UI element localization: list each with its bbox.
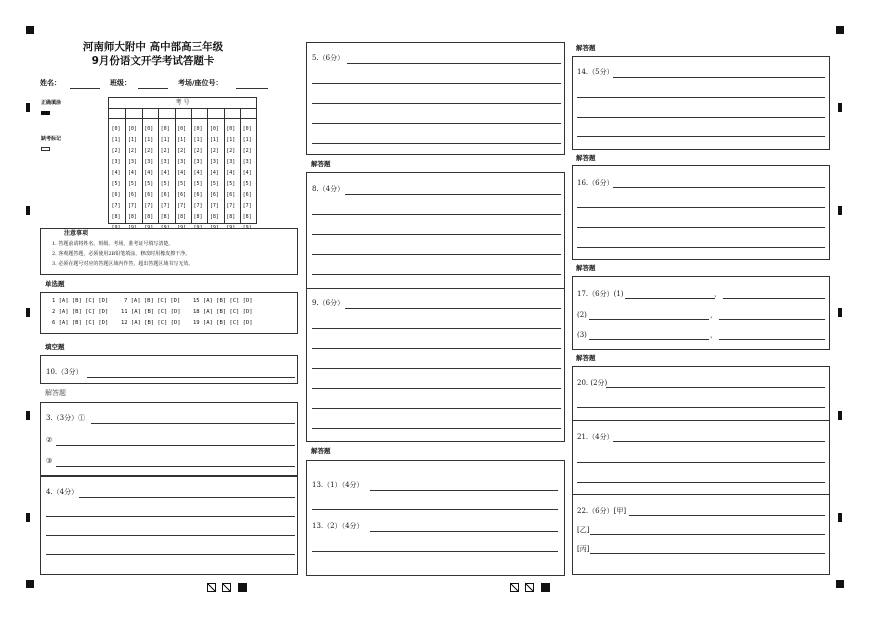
- exam-id-digit-column: [225, 124, 237, 234]
- exam-id-bubble[interactable]: [0]: [242, 126, 252, 132]
- q3-circle-3: ③: [46, 457, 53, 465]
- q20-label: 20. (2分): [577, 379, 608, 387]
- q8-q9-box: [306, 172, 565, 442]
- exam-id-bubble[interactable]: [2]: [127, 148, 137, 154]
- exam-id-bubble[interactable]: [6]: [193, 192, 203, 198]
- exam-id-bubble[interactable]: [2]: [144, 148, 154, 154]
- exam-id-bubble[interactable]: [0]: [144, 126, 154, 132]
- exam-id-digit-column: [159, 124, 171, 234]
- exam-id-bubble[interactable]: [2]: [111, 148, 121, 154]
- exam-id-bubble[interactable]: [3]: [111, 159, 121, 165]
- absent-mark-label: 缺考标记: [41, 136, 62, 142]
- exam-id-bubble[interactable]: [8]: [111, 214, 121, 220]
- exam-id-bubble[interactable]: [2]: [160, 148, 170, 154]
- page-marker-filled: [541, 583, 550, 592]
- q17-answer-line-2b[interactable]: [719, 319, 825, 320]
- q3-answer-line-1[interactable]: [91, 423, 295, 424]
- q22-answer-line-c[interactable]: [590, 553, 825, 554]
- exam-id-digit-column: [126, 124, 138, 234]
- q17-answer-line-2a[interactable]: [589, 319, 709, 320]
- exam-id-bubble[interactable]: [3]: [127, 159, 137, 165]
- section-label: 解答题: [576, 264, 596, 272]
- exam-id-digit-column: [176, 124, 188, 234]
- q17-answer-line-3b[interactable]: [719, 339, 825, 340]
- exam-id-bubble[interactable]: [8]: [144, 214, 154, 220]
- choice-group[interactable]: 12 [A] [B] [C] [D]: [121, 320, 181, 326]
- q14-label: 14.（5分）: [577, 68, 614, 76]
- q3-circle-2: ②: [46, 436, 53, 444]
- edge-mark: [838, 308, 842, 317]
- exam-id-bubble[interactable]: [6]: [242, 192, 252, 198]
- q21-answer-line-3[interactable]: [577, 482, 825, 483]
- q17-part2-label: (2): [577, 311, 587, 319]
- exam-id-bubble[interactable]: [1]: [209, 137, 219, 143]
- exam-id-write-row[interactable]: [109, 108, 256, 119]
- q5-answer-line-3[interactable]: [312, 103, 561, 104]
- exam-id-bubble[interactable]: [3]: [226, 159, 236, 165]
- exam-id-bubble[interactable]: [8]: [177, 214, 187, 220]
- exam-id-bubble[interactable]: [5]: [242, 181, 252, 187]
- exam-id-bubble[interactable]: [1]: [242, 137, 252, 143]
- choice-group[interactable]: 19 [A] [B] [C] [D]: [193, 320, 253, 326]
- correct-fill-label: 正确填涂: [41, 100, 62, 106]
- notice-title: 注意事项: [64, 230, 89, 237]
- exam-id-bubble[interactable]: [1]: [160, 137, 170, 143]
- notice-box: [40, 228, 298, 275]
- q17-comma: ，: [710, 311, 717, 319]
- divider: [573, 420, 829, 421]
- q16-answer-line-3[interactable]: [577, 227, 825, 228]
- exam-id-bubble[interactable]: [2]: [209, 148, 219, 154]
- q8-answer-line-5[interactable]: [312, 274, 561, 275]
- exam-id-bubble[interactable]: [4]: [160, 170, 170, 176]
- exam-id-bubble[interactable]: [0]: [111, 126, 121, 132]
- exam-id-bubble[interactable]: [6]: [209, 192, 219, 198]
- exam-id-bubble[interactable]: [2]: [177, 148, 187, 154]
- q17-comma: ，: [714, 290, 721, 298]
- divider: [307, 288, 564, 289]
- edge-mark: [26, 206, 30, 215]
- exam-id-bubble[interactable]: [4]: [209, 170, 219, 176]
- q22-answer-line-a[interactable]: [629, 515, 825, 516]
- page-marker-hatched: [207, 583, 216, 592]
- exam-id-digit-column: [143, 124, 155, 234]
- exam-id-bubble[interactable]: [6]: [127, 192, 137, 198]
- exam-id-bubble[interactable]: [7]: [242, 203, 252, 209]
- room-seat-field[interactable]: [236, 88, 268, 89]
- q9-answer-line-5[interactable]: [312, 388, 561, 389]
- room-seat-label: 考场/座位号：: [178, 79, 223, 87]
- q17-label: 17.（6分）(1): [577, 290, 624, 298]
- exam-id-digit-column: [192, 124, 204, 234]
- q9-answer-line-6[interactable]: [312, 408, 561, 409]
- q5-answer-line-4[interactable]: [312, 123, 561, 124]
- exam-id-bubble[interactable]: [6]: [226, 192, 236, 198]
- exam-id-bubble[interactable]: [1]: [226, 137, 236, 143]
- q14-answer-line-2[interactable]: [577, 97, 825, 98]
- edge-mark: [26, 103, 30, 112]
- exam-id-bubble[interactable]: [5]: [226, 181, 236, 187]
- exam-id-bubble[interactable]: [0]: [226, 126, 236, 132]
- edge-mark: [26, 308, 30, 317]
- q17-part3-label: (3): [577, 331, 587, 339]
- page-marker-hatched: [525, 583, 534, 592]
- exam-id-bubble[interactable]: [0]: [193, 126, 203, 132]
- fill-blank-label: 填空题: [45, 343, 65, 351]
- exam-id-bubble[interactable]: [7]: [193, 203, 203, 209]
- choice-group[interactable]: 7 [A] [B] [C] [D]: [124, 298, 181, 304]
- exam-id-bubble[interactable]: [1]: [144, 137, 154, 143]
- class-label: 班级：: [110, 79, 131, 87]
- q16-label: 16.（6分）: [577, 179, 614, 187]
- q5-label: 5.（6分）: [312, 54, 345, 62]
- exam-id-bubble[interactable]: [1]: [127, 137, 137, 143]
- q9-answer-line-4[interactable]: [312, 368, 561, 369]
- single-choice-box: [40, 292, 298, 334]
- class-field[interactable]: [138, 88, 168, 89]
- exam-id-bubble[interactable]: [7]: [144, 203, 154, 209]
- q9-label: 9.（6分）: [312, 299, 345, 307]
- q8-answer-line-2[interactable]: [312, 214, 561, 215]
- edge-mark: [838, 206, 842, 215]
- choice-group[interactable]: 1 [A] [B] [C] [D]: [52, 298, 109, 304]
- q17-answer-line-1a[interactable]: [625, 298, 715, 299]
- exam-id-digit-column: [208, 124, 220, 234]
- page-marker-filled: [238, 583, 247, 592]
- exam-id-bubble[interactable]: [5]: [177, 181, 187, 187]
- exam-id-bubble[interactable]: [0]: [160, 126, 170, 132]
- name-label: 姓名：: [40, 79, 61, 87]
- q13-2-label: 13.（2）（4分）: [312, 522, 364, 530]
- q16-box: [572, 165, 830, 260]
- exam-id-bubble[interactable]: [1]: [111, 137, 121, 143]
- exam-id-bubble[interactable]: [5]: [144, 181, 154, 187]
- exam-id-bubble[interactable]: [3]: [209, 159, 219, 165]
- exam-id-bubble[interactable]: [4]: [242, 170, 252, 176]
- q22-part-c-label: [丙]: [577, 545, 590, 553]
- q4-answer-line-1[interactable]: [79, 497, 295, 498]
- q21-answer-line-2[interactable]: [577, 462, 825, 463]
- section-label: 解答题: [311, 447, 331, 455]
- q13-2-answer-line-1[interactable]: [370, 531, 558, 532]
- q17-answer-line-3a[interactable]: [589, 339, 709, 340]
- exam-id-bubble[interactable]: [6]: [177, 192, 187, 198]
- exam-id-bubble[interactable]: [3]: [177, 159, 187, 165]
- exam-id-bubble[interactable]: [7]: [127, 203, 137, 209]
- exam-id-bubble[interactable]: [1]: [177, 137, 187, 143]
- q3-box: [40, 402, 298, 476]
- q9-answer-line-2[interactable]: [312, 328, 561, 329]
- edge-mark: [26, 411, 30, 420]
- edge-mark: [838, 513, 842, 522]
- q4-label: 4.（4分）: [46, 488, 79, 496]
- exam-id-digit-column: [110, 124, 122, 234]
- exam-id-bubble[interactable]: [4]: [111, 170, 121, 176]
- exam-id-bubble[interactable]: [0]: [127, 126, 137, 132]
- name-field[interactable]: [70, 88, 100, 89]
- q22-answer-line-b[interactable]: [590, 534, 825, 535]
- q14-answer-line-3[interactable]: [577, 117, 825, 118]
- exam-id-bubble[interactable]: [8]: [209, 214, 219, 220]
- exam-id-bubble[interactable]: [5]: [127, 181, 137, 187]
- exam-id-bubble[interactable]: [5]: [111, 181, 121, 187]
- corner-mark-top-right: [836, 26, 844, 34]
- exam-title-line2: 9月份语文开学考试答题卡: [91, 55, 215, 67]
- q13-1-label: 13.（1）（4分）: [312, 481, 364, 489]
- q9-answer-line-3[interactable]: [312, 348, 561, 349]
- q21-answer-line-1[interactable]: [613, 441, 825, 442]
- exam-id-bubble[interactable]: [1]: [193, 137, 203, 143]
- exam-id-bubble[interactable]: [3]: [242, 159, 252, 165]
- q5-answer-line-1[interactable]: [347, 63, 561, 64]
- q10-box: [40, 355, 298, 384]
- q17-comma: ，: [710, 331, 717, 339]
- absent-mark-checkbox[interactable]: [41, 147, 50, 151]
- q13-1-answer-line-1[interactable]: [370, 490, 558, 491]
- q14-answer-line-4[interactable]: [577, 136, 825, 137]
- choice-group[interactable]: 6 [A] [B] [C] [D]: [52, 320, 109, 326]
- section-label: 解答题: [576, 154, 596, 162]
- section-label: 解答题: [576, 44, 596, 52]
- exam-id-bubble[interactable]: [6]: [111, 192, 121, 198]
- exam-id-bubble[interactable]: [3]: [160, 159, 170, 165]
- q9-answer-line-7[interactable]: [312, 428, 561, 429]
- q5-answer-line-2[interactable]: [312, 83, 561, 84]
- choice-group[interactable]: 11 [A] [B] [C] [D]: [121, 309, 181, 315]
- section-label: 解答题: [576, 354, 596, 362]
- q17-answer-line-1b[interactable]: [723, 298, 825, 299]
- q16-answer-line-1[interactable]: [613, 187, 825, 188]
- q16-answer-line-2[interactable]: [577, 207, 825, 208]
- exam-id-bubble[interactable]: [4]: [193, 170, 203, 176]
- edge-mark: [838, 103, 842, 112]
- exam-id-bubble[interactable]: [8]: [226, 214, 236, 220]
- q16-answer-line-4[interactable]: [577, 247, 825, 248]
- exam-id-bubble[interactable]: [7]: [209, 203, 219, 209]
- exam-id-bubble[interactable]: [4]: [177, 170, 187, 176]
- exam-id-bubble[interactable]: [3]: [193, 159, 203, 165]
- choice-group[interactable]: 18 [A] [B] [C] [D]: [193, 309, 253, 315]
- exam-id-bubble[interactable]: [0]: [209, 126, 219, 132]
- exam-id-bubble[interactable]: [7]: [160, 203, 170, 209]
- page-marker-hatched: [510, 583, 519, 592]
- q8-answer-line-4[interactable]: [312, 254, 561, 255]
- left-answer-label: 解答题: [45, 389, 66, 397]
- corner-mark-top-left: [26, 26, 34, 34]
- exam-id-bubble[interactable]: [2]: [193, 148, 203, 154]
- exam-id-bubble[interactable]: [4]: [226, 170, 236, 176]
- corner-mark-bottom-left: [26, 580, 34, 588]
- exam-title-line1: 河南师大附中 高中部高三年级: [82, 41, 224, 53]
- choice-group[interactable]: 15 [A] [B] [C] [D]: [193, 298, 253, 304]
- q8-answer-line-1[interactable]: [345, 194, 561, 195]
- q22-label: 22.（6分）[甲]: [577, 507, 627, 515]
- exam-id-bubble[interactable]: [4]: [127, 170, 137, 176]
- q4-answer-line-3[interactable]: [46, 535, 295, 536]
- q3-answer-line-2[interactable]: [56, 445, 295, 446]
- exam-id-bubble[interactable]: [0]: [177, 126, 187, 132]
- exam-id-bubble[interactable]: [2]: [242, 148, 252, 154]
- q3-label: 3.（3分）①: [46, 414, 86, 422]
- q13-box: [306, 460, 565, 576]
- exam-id-bubble[interactable]: [7]: [226, 203, 236, 209]
- exam-id-bubble[interactable]: [3]: [144, 159, 154, 165]
- exam-id-bubble[interactable]: [5]: [209, 181, 219, 187]
- q20-answer-line-2[interactable]: [577, 407, 825, 408]
- q14-answer-line-1[interactable]: [613, 77, 825, 78]
- exam-id-bubble[interactable]: [8]: [193, 214, 203, 220]
- q17-box: [572, 276, 830, 350]
- q4-answer-line-4[interactable]: [46, 554, 295, 555]
- q10-label: 10.（3分）: [46, 368, 83, 376]
- q5-answer-line-5[interactable]: [312, 143, 561, 144]
- exam-id-bubble[interactable]: [7]: [177, 203, 187, 209]
- notice-item: 1. 答题前请将姓名、班级、考场、准考证号填写清楚。: [52, 241, 174, 247]
- exam-id-bubble[interactable]: [6]: [160, 192, 170, 198]
- q20-q22-box: [572, 366, 830, 575]
- single-choice-label: 单选题: [45, 280, 65, 288]
- page-marker-hatched: [222, 583, 231, 592]
- section-label: 解答题: [311, 160, 331, 168]
- q22-part-b-label: [乙]: [577, 526, 590, 534]
- q4-box: [40, 476, 298, 575]
- exam-id-bubble[interactable]: [4]: [144, 170, 154, 176]
- q13-1-answer-line-2[interactable]: [312, 509, 558, 510]
- exam-id-bubble[interactable]: [8]: [160, 214, 170, 220]
- notice-item: 3. 必须在题号对应的答题区域内作答，超出答题区域书写无效。: [52, 261, 194, 267]
- exam-id-digit-column: [241, 124, 253, 234]
- exam-id-bubble[interactable]: [8]: [242, 214, 252, 220]
- q20-answer-line-1[interactable]: [606, 387, 825, 388]
- choice-group[interactable]: 2 [A] [B] [C] [D]: [52, 309, 109, 315]
- notice-item: 2. 客观题答题，必须使用2B铅笔填涂，修改时用橡皮擦干净。: [52, 251, 191, 257]
- q3-answer-line-3[interactable]: [56, 466, 295, 467]
- exam-id-bubble[interactable]: [2]: [226, 148, 236, 154]
- exam-id-bubble[interactable]: [8]: [127, 214, 137, 220]
- q8-answer-line-3[interactable]: [312, 234, 561, 235]
- q10-answer-line[interactable]: [87, 377, 295, 378]
- correct-fill-sample: [41, 111, 50, 115]
- exam-id-header-label: 考 号: [175, 99, 190, 106]
- edge-mark: [26, 513, 30, 522]
- exam-id-bubble[interactable]: [6]: [144, 192, 154, 198]
- q8-label: 8.（4分）: [312, 185, 345, 193]
- q21-label: 21.（4分）: [577, 433, 614, 441]
- exam-id-bubble[interactable]: [7]: [111, 203, 121, 209]
- q9-answer-line-1[interactable]: [345, 308, 561, 309]
- corner-mark-bottom-right: [836, 580, 844, 588]
- q4-answer-line-2[interactable]: [46, 516, 295, 517]
- q5-box: [306, 42, 565, 155]
- exam-id-bubble[interactable]: [5]: [193, 181, 203, 187]
- edge-mark: [838, 411, 842, 420]
- divider: [573, 494, 829, 495]
- exam-id-bubble[interactable]: [5]: [160, 181, 170, 187]
- q14-box: [572, 56, 830, 150]
- q13-2-answer-line-2[interactable]: [312, 551, 558, 552]
